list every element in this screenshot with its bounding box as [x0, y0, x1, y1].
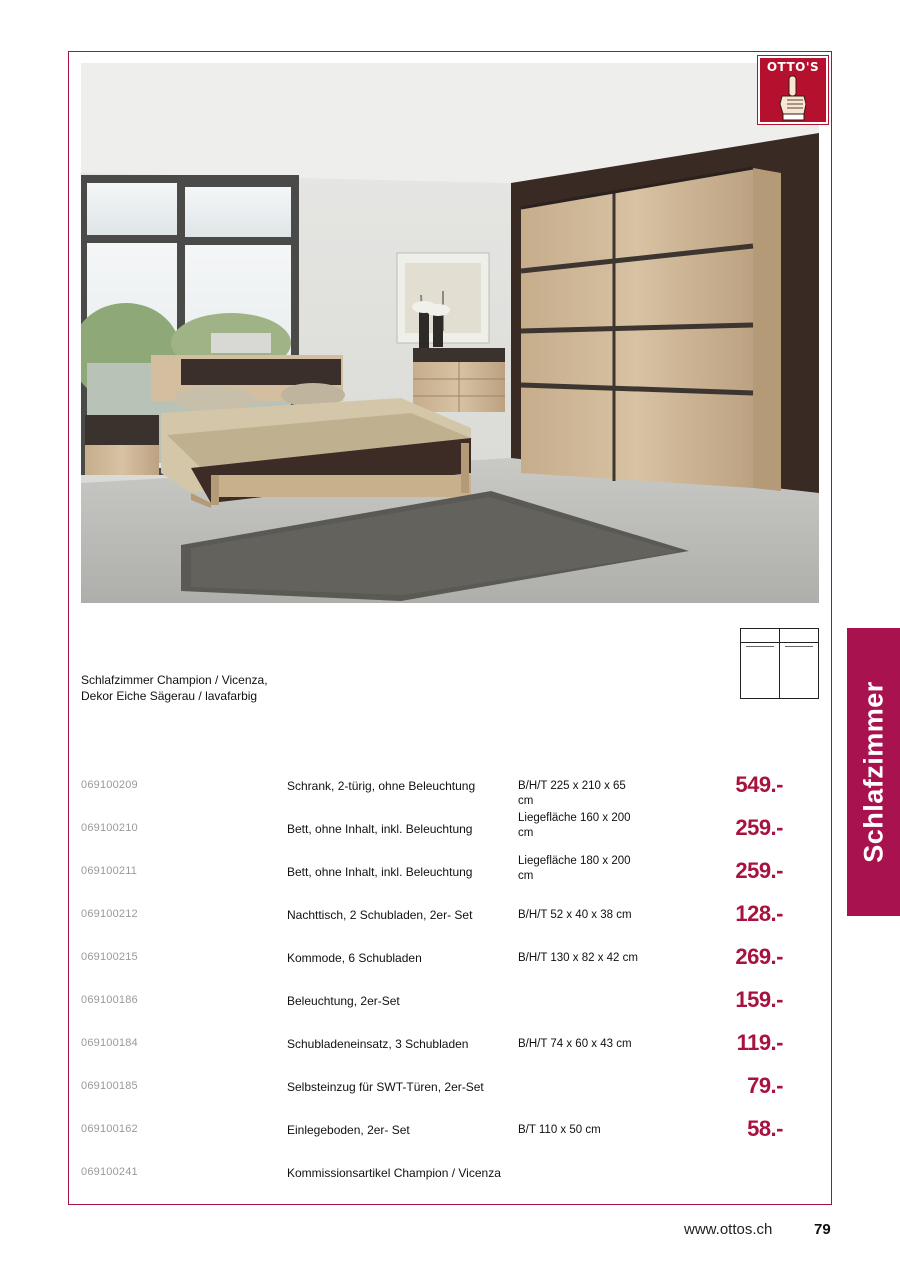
item-description: Schubladeneinsatz, 3 Schubladen — [287, 1037, 469, 1051]
article-number: 069100185 — [81, 1080, 138, 1092]
article-number: 069100212 — [81, 908, 138, 920]
product-title-line1: Schlafzimmer Champion / Vicenza, — [81, 673, 268, 687]
list-item — [81, 893, 791, 936]
article-number: 069100186 — [81, 994, 138, 1006]
article-number: 069100162 — [81, 1123, 138, 1135]
item-dimensions: B/H/T 225 x 210 x 65 cm — [518, 780, 626, 807]
article-number: 069100184 — [81, 1037, 138, 1049]
product-title-line2: Dekor Eiche Sägerau / lavafarbig — [81, 689, 258, 703]
article-number: 069100215 — [81, 951, 138, 963]
list-item — [81, 807, 791, 850]
category-tab-label: Schlafzimmer — [858, 681, 888, 863]
item-description: Bett, ohne Inhalt, inkl. Beleuchtung — [287, 865, 473, 879]
ottos-logo: OTTO'S — [758, 56, 828, 124]
item-price: 58.- — [747, 1116, 783, 1141]
list-item — [81, 1151, 791, 1194]
item-dimensions: Liegefläche 160 x 200 cm — [518, 812, 631, 839]
item-price: 159.- — [735, 987, 783, 1012]
item-description: Bett, ohne Inhalt, inkl. Beleuchtung — [287, 822, 473, 836]
article-number: 069100211 — [81, 865, 138, 877]
list-item — [81, 764, 791, 807]
article-number: 069100210 — [81, 822, 138, 834]
item-price: 119.- — [736, 1030, 783, 1055]
item-description: Beleuchtung, 2er-Set — [287, 994, 400, 1008]
article-number: 069100241 — [81, 1166, 138, 1178]
category-tab[interactable] — [847, 628, 900, 916]
list-item — [81, 1108, 791, 1151]
list-item — [81, 1022, 791, 1065]
item-price: 549.- — [735, 772, 783, 797]
item-price: 128.- — [735, 901, 783, 926]
wardrobe-icon — [740, 628, 819, 699]
item-description: Einlegeboden, 2er- Set — [287, 1123, 410, 1137]
product-title — [81, 672, 268, 704]
item-dimensions: B/T 110 x 50 cm — [518, 1124, 601, 1136]
item-price: 259.- — [735, 815, 783, 840]
list-item — [81, 1065, 791, 1108]
item-dimensions: B/H/T 130 x 82 x 42 cm — [518, 952, 638, 964]
website-link[interactable]: www.ottos.ch — [684, 1221, 773, 1238]
page-number: 79 — [814, 1221, 831, 1238]
list-item — [81, 936, 791, 979]
item-price: 259.- — [735, 858, 783, 883]
item-description: Selbsteinzug für SWT-Türen, 2er-Set — [287, 1080, 484, 1094]
item-description: Nachttisch, 2 Schubladen, 2er- Set — [287, 908, 473, 922]
item-dimensions: B/H/T 74 x 60 x 43 cm — [518, 1038, 632, 1050]
item-price: 269.- — [735, 944, 783, 969]
list-item — [81, 979, 791, 1022]
pointing-hand-icon — [775, 74, 811, 122]
item-description: Kommode, 6 Schubladen — [287, 951, 422, 965]
item-dimensions: B/H/T 52 x 40 x 38 cm — [518, 909, 632, 921]
item-price: 79.- — [747, 1073, 783, 1098]
bedroom-photo — [81, 63, 819, 603]
item-description: Kommissionsartikel Champion / Vicenza — [287, 1166, 501, 1180]
price-list — [81, 764, 791, 1194]
item-description: Schrank, 2-türig, ohne Beleuchtung — [287, 779, 476, 793]
list-item — [81, 850, 791, 893]
article-number: 069100209 — [81, 779, 138, 791]
item-dimensions: Liegefläche 180 x 200 cm — [518, 855, 631, 882]
